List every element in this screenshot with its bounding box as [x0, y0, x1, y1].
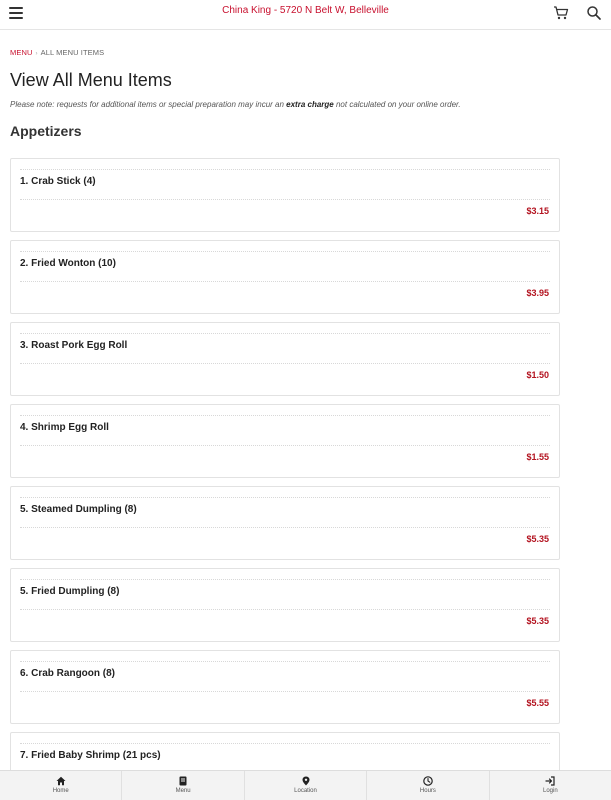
divider: [20, 281, 550, 282]
divider: [20, 579, 550, 580]
search-icon[interactable]: [586, 5, 602, 21]
breadcrumb: [10, 48, 104, 57]
item-name: 6. Crab Rangoon (8): [20, 668, 116, 679]
divider: [20, 497, 550, 498]
nav-menu[interactable]: [122, 771, 244, 800]
divider: [20, 609, 550, 610]
nav-login[interactable]: [490, 771, 611, 800]
item-name: 7. Fried Baby Shrimp (21 pcs): [20, 750, 161, 761]
menu-item-card[interactable]: [10, 322, 560, 396]
divider: [20, 415, 550, 416]
note-emphasis: extra charge: [286, 100, 334, 109]
home-icon: [56, 776, 66, 786]
menu-item-card[interactable]: [10, 404, 560, 478]
bottom-navigation: [0, 770, 611, 800]
top-bar: [0, 0, 611, 30]
nav-label: Menu: [175, 788, 191, 794]
item-name: 2. Fried Wonton (10): [20, 258, 116, 269]
item-name: 5. Fried Dumpling (8): [20, 586, 120, 597]
item-name: 5. Steamed Dumpling (8): [20, 504, 137, 515]
nav-home[interactable]: [0, 771, 122, 800]
login-icon: [545, 776, 555, 786]
menu-item-card[interactable]: [10, 158, 560, 232]
item-name: 3. Roast Pork Egg Roll: [20, 340, 128, 351]
store-title[interactable]: China King - 5720 N Belt W, Belleville: [222, 5, 389, 16]
divider: [20, 333, 550, 334]
item-price: $1.55: [526, 452, 549, 462]
item-price: $5.35: [526, 616, 549, 626]
location-pin-icon: [301, 776, 311, 786]
breadcrumb-separator: ›: [35, 51, 38, 57]
main-content: [0, 30, 611, 770]
menu-item-card[interactable]: [10, 568, 560, 642]
divider: [20, 251, 550, 252]
item-name: 1. Crab Stick (4): [20, 176, 96, 187]
menu-book-icon: [178, 776, 188, 786]
divider: [20, 199, 550, 200]
nav-location[interactable]: [245, 771, 367, 800]
divider: [20, 363, 550, 364]
item-price: $5.55: [526, 698, 549, 708]
divider: [20, 169, 550, 170]
divider: [20, 445, 550, 446]
item-price: $3.95: [526, 288, 549, 298]
menu-item-list: [10, 158, 560, 770]
divider: [20, 527, 550, 528]
nav-label: Location: [294, 788, 317, 794]
item-name: 4. Shrimp Egg Roll: [20, 422, 109, 433]
menu-item-card[interactable]: [10, 732, 560, 770]
section-title-appetizers: Appetizers: [10, 123, 82, 139]
divider: [20, 743, 550, 744]
nav-label: Login: [542, 788, 558, 794]
item-price: $1.50: [526, 370, 549, 380]
nav-label: Home: [52, 788, 69, 794]
divider: [20, 661, 550, 662]
clock-icon: [423, 776, 433, 786]
note-text-before: Please note: requests for additional items or special preparation may incur an: [10, 100, 287, 109]
breadcrumb-menu-link[interactable]: MENU: [10, 48, 33, 57]
nav-hours[interactable]: [367, 771, 489, 800]
nav-label: Hours: [419, 788, 436, 794]
menu-item-card[interactable]: [10, 650, 560, 724]
item-price: $5.35: [526, 534, 549, 544]
breadcrumb-current: ALL MENU ITEMS: [40, 48, 105, 57]
item-price: $3.15: [526, 206, 549, 216]
menu-item-card[interactable]: [10, 486, 560, 560]
menu-item-card[interactable]: [10, 240, 560, 314]
note-text-after: not calculated on your online order.: [333, 100, 461, 109]
cart-icon[interactable]: [553, 5, 569, 21]
order-note: [10, 100, 461, 109]
divider: [20, 691, 550, 692]
page-title: View All Menu Items: [10, 70, 172, 90]
